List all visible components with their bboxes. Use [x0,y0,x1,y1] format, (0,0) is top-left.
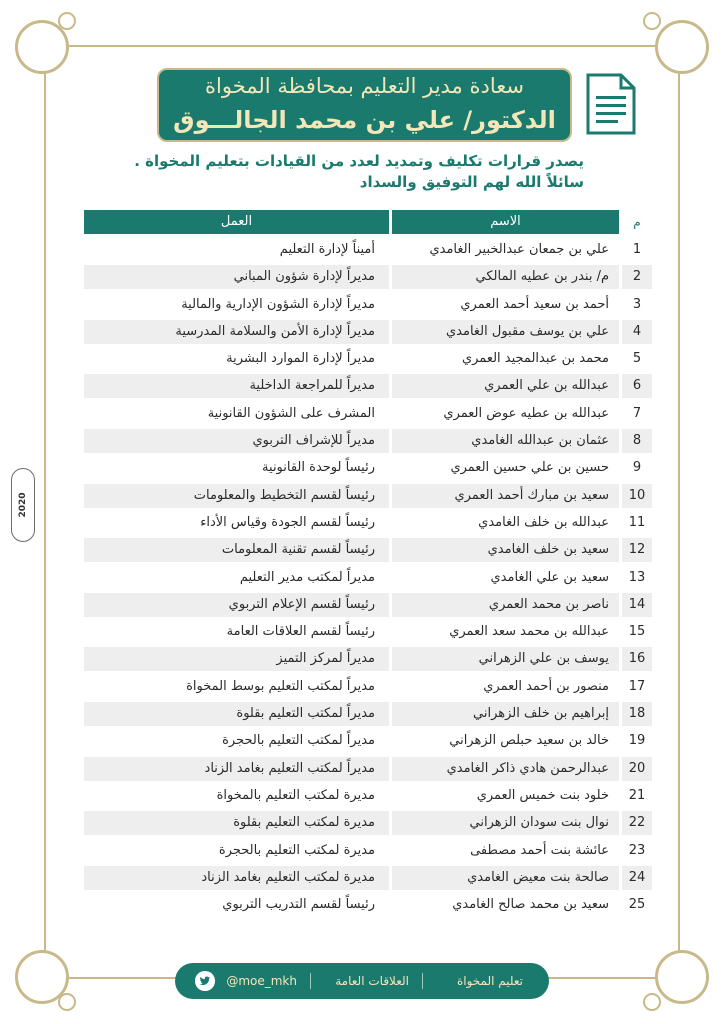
row-number: 15 [628,624,646,640]
table-row [84,291,652,318]
row-position: مديرة لمكتب التعليم بقلوة [84,811,389,835]
table-row [84,400,652,427]
footer-separator [310,973,311,989]
row-name: إبراهيم بن خلف الزهراني [392,702,619,726]
row-name: سعيد بن مبارك أحمد العمري [392,484,619,508]
table-row [84,673,652,700]
row-position: رئيساً لقسم التدريب التربوي [222,897,375,913]
row-name: عبدالله بن علي العمري [392,374,619,398]
row-name: عبدالله بن خلف الغامدي [478,514,609,530]
row-name: محمد بن عبدالمجيد العمري [461,351,609,367]
corner-ring-top-right-small [643,12,661,30]
row-position: مديراً لإدارة الموارد البشرية [226,351,375,367]
table-row [84,891,652,918]
table-row [84,263,652,290]
header-num: م [633,215,641,229]
row-position: مديراً للمراجعة الداخلية [84,374,389,398]
row-position: مديرة لمكتب التعليم بالمخواة [216,787,375,803]
row-name: خالد بن سعيد حبلص الزهراني [449,733,609,749]
table-row [84,345,652,372]
row-name: عبدالرحمن هادي ذاكر الغامدي [392,757,619,781]
row-position: رئيساً لقسم العلاقات العامة [226,624,375,640]
table-row [84,564,652,591]
row-number: 1 [632,242,642,257]
table-row [84,809,652,836]
row-number: 19 [628,733,646,749]
row-number: 4 [622,320,652,344]
frame-right-line [678,50,680,974]
footer-bar [175,963,549,999]
row-number: 12 [622,538,652,562]
row-number: 25 [628,897,646,913]
row-position: مديراً لمكتب التعليم بالحجرة [222,733,375,749]
row-position: مديراً لإدارة الأمن والسلامة المدرسية [84,320,389,344]
document-icon [585,72,637,136]
header-work: العمل [84,210,389,234]
row-position: مديرة لمكتب التعليم بالحجرة [218,842,375,858]
row-name: حسين بن علي حسين العمري [450,460,609,476]
row-number: 21 [628,787,646,803]
table-row [84,782,652,809]
row-name: خلود بنت خميس العمري [476,787,609,803]
row-name: سعيد بن علي الغامدي [490,569,609,585]
row-position: المشرف على الشؤون القانونية [207,405,375,421]
table-row [84,755,652,782]
row-number: 23 [628,842,646,858]
row-name: عثمان بن عبدالله الغامدي [392,429,619,453]
table-row [84,700,652,727]
frame-left-line [44,50,46,974]
row-position: مديراً للإشراف التربوي [84,429,389,453]
corner-ring-top-right [655,20,709,74]
row-name: عبدالله بن عطيه عوض العمري [443,405,609,421]
row-position: مديراً لإدارة شؤون المباني [84,265,389,289]
row-number: 6 [622,374,652,398]
row-position: مديراً لإدارة الشؤون الإدارية والمالية [181,296,375,312]
table-row [84,727,652,754]
table-row [84,864,652,891]
header-title: سعادة مدير التعليم بمحافظة المخواة [205,74,524,98]
year-badge-text: 2020 [18,492,28,518]
footer-org: تعليم المخواة [456,974,523,988]
row-number: 24 [622,866,652,890]
row-name: أحمد بن سعيد أحمد العمري [460,296,609,312]
row-number: 22 [622,811,652,835]
header-director-name: الدكتور/ علي بن محمد الجالـــوق [173,106,556,134]
table-header [84,210,652,234]
table-row [84,837,652,864]
intro-text [124,151,584,193]
row-name: عبدالله بن محمد سعد العمري [449,624,609,640]
row-number: 5 [632,351,642,367]
row-number: 9 [632,460,642,476]
row-position: مديرة لمكتب التعليم بغامد الزناد [84,866,389,890]
row-name: عائشة بنت أحمد مصطفى [470,842,609,858]
corner-ring-bottom-right [655,950,709,1004]
row-name: سعيد بن محمد صالح الغامدي [452,897,609,913]
table-row [84,645,652,672]
row-position: رئيساً لقسم الجودة وقياس الأداء [200,514,375,530]
footer-department: العلاقات العامة [335,974,409,988]
row-position: رئيساً لقسم الإعلام التربوي [84,593,389,617]
twitter-handle[interactable]: @moe_mkh [226,974,297,988]
row-number: 11 [628,514,646,530]
frame-top-line [50,45,674,47]
table-row [84,427,652,454]
table-body [84,236,652,918]
row-position: مديراً لمكتب مدير التعليم [239,569,375,585]
row-position: مديراً لمكتب التعليم بوسط المخواة [186,678,375,694]
table-row [84,482,652,509]
row-number: 2 [622,265,652,289]
row-name: نوال بنت سودان الزهراني [392,811,619,835]
row-name: يوسف بن علي الزهراني [392,647,619,671]
corner-ring-bottom-left-small [58,993,76,1011]
row-position: رئيساً لوحدة القانونية [262,460,375,476]
table-row [84,372,652,399]
row-number: 3 [632,296,642,312]
row-position: مديراً لمكتب التعليم بغامد الزناد [84,757,389,781]
intro-line-1: يصدر قرارات تكليف وتمديد لعدد من القيادات بتعليم المخواة . [134,152,584,170]
twitter-icon[interactable] [195,971,215,991]
row-name: علي بن جمعان عبدالخبير الغامدي [429,242,609,257]
row-position: أميناً لإدارة التعليم [279,242,375,257]
table-row [84,536,652,563]
corner-ring-top-left-small [58,12,76,30]
table-row [84,318,652,345]
table-row [84,454,652,481]
table-row [84,591,652,618]
row-number: 8 [622,429,652,453]
table-row [84,236,652,263]
header-name: الاسم [392,210,619,234]
footer-separator [422,973,423,989]
row-number: 18 [622,702,652,726]
row-number: 14 [622,593,652,617]
year-badge [11,468,35,542]
row-number: 10 [622,484,652,508]
row-name: سعيد بن خلف الغامدي [392,538,619,562]
row-number: 7 [632,405,642,421]
row-number: 17 [628,678,646,694]
header-banner [157,68,572,142]
row-position: رئيساً لقسم التخطيط والمعلومات [84,484,389,508]
table-row [84,618,652,645]
row-number: 20 [622,757,652,781]
row-name: منصور بن أحمد العمري [483,678,609,694]
corner-ring-bottom-right-small [643,993,661,1011]
row-number: 16 [622,647,652,671]
intro-line-2: سائلاً الله لهم التوفيق والسداد [359,173,584,191]
row-name: صالحة بنت معيض الغامدي [392,866,619,890]
row-position: مديراً لمركز التميز [84,647,389,671]
row-number: 13 [628,569,646,585]
row-position: مديراً لمكتب التعليم بقلوة [84,702,389,726]
row-name: ناصر بن محمد العمري [392,593,619,617]
row-position: رئيساً لقسم تقنية المعلومات [84,538,389,562]
row-name: علي بن يوسف مقبول الغامدي [392,320,619,344]
table-row [84,509,652,536]
row-name: م/ بندر بن عطيه المالكي [392,265,619,289]
